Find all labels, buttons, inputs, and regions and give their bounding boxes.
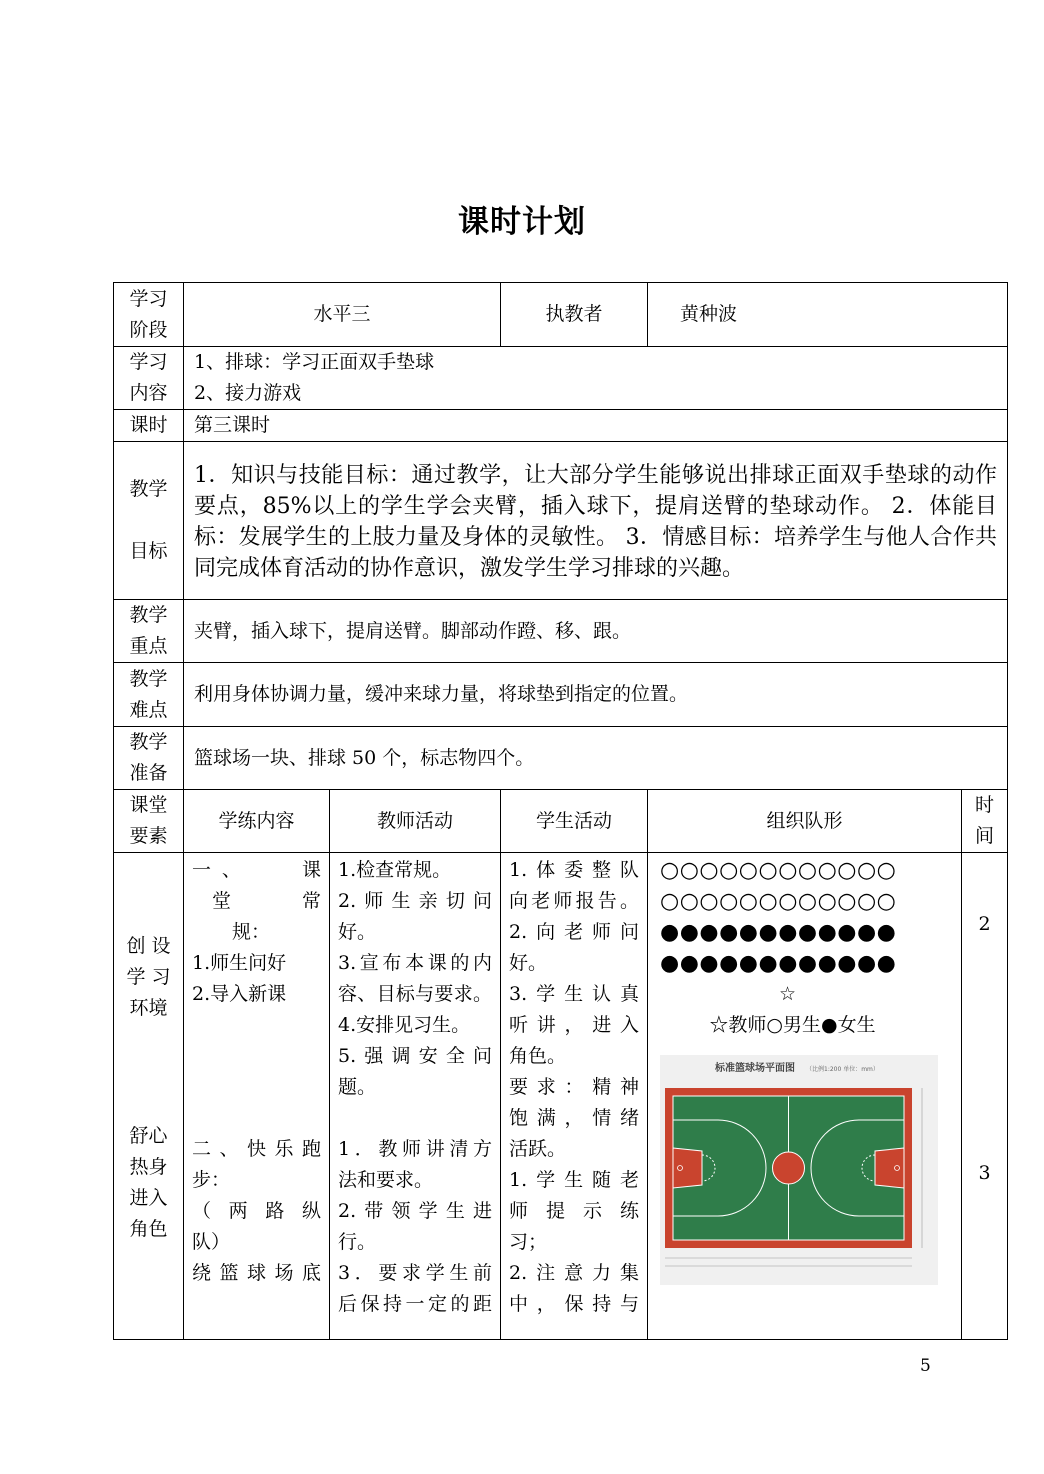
row-column-headers <box>114 790 1008 853</box>
row-preparation <box>114 727 1008 790</box>
row-difficulties <box>114 663 1008 727</box>
row-body <box>114 853 1008 1340</box>
girls-row-1: ●●●●●●●●●●●● <box>660 920 897 945</box>
teacher-label: 执教者 <box>501 283 648 347</box>
boys-row-2: ○○○○○○○○○○○○ <box>660 889 897 914</box>
row-key-points <box>114 600 1008 663</box>
time-cell <box>962 853 1008 1340</box>
section2-label: 舒心 热身 进入 角色 <box>129 1125 168 1240</box>
difficulties-label: 教学 难点 <box>114 663 184 727</box>
girls-row-2: ●●●●●●●●●●●● <box>660 951 897 976</box>
key-points-label: 教学 重点 <box>114 600 184 663</box>
col-formation: 组织队形 <box>648 790 962 853</box>
goals-text: 1．知识与技能目标：通过教学，让大部分学生能够说出排球正面双手垫球的动作要点，85%以上的学生学会夹臂，插入球下，提肩送臂的垫球动作。 2．体能目标：发展学生的上肢力量及身体的灵敏性。 3．情感目标：培养学生与他人合作共同完成体育活动的协作意识，激发学生学习排球的兴趣。 <box>184 442 1008 600</box>
boys-row-1: ○○○○○○○○○○○○ <box>660 858 897 883</box>
page-title: 课时计划 <box>458 204 586 240</box>
teacher-activities: 1.检查常规。 2.师生亲切问 好。 3.宣布本课的内 容、目标与要求。 4.安排见习生。 5.强调安全问 题。 1．教师讲清方 法和要求。 2.带领学生进 行。 3．要求学生前 后保持一定的距 <box>330 853 501 1340</box>
col-practice: 学练内容 <box>184 790 330 853</box>
teacher-value: 黄种波 <box>648 283 1008 347</box>
court-title: 标准篮球场平面图 <box>715 1063 796 1074</box>
col-element: 课堂 要素 <box>114 790 184 853</box>
section-labels <box>114 853 184 1340</box>
col-time: 时 间 <box>962 790 1008 853</box>
formation-cell <box>648 853 962 1340</box>
goals-label: 教学 目标 <box>114 442 184 600</box>
basketball-court-diagram <box>660 1055 938 1285</box>
section2-time: 3 <box>978 1162 991 1184</box>
formation-legend: ☆教师○男生●女生 <box>709 1014 876 1036</box>
court-caption: （比例1:200 单位：mm） <box>806 1066 879 1073</box>
stage-label: 学习 阶段 <box>114 283 184 347</box>
section1-time: 2 <box>978 913 991 935</box>
content-label: 学习 内容 <box>114 347 184 410</box>
row-lesson <box>114 410 1008 442</box>
col-student: 学生活动 <box>501 790 648 853</box>
lesson-plan-table <box>113 282 1008 1340</box>
key-points-value: 夹臂，插入球下，提肩送臂。脚部动作蹬、移、跟。 <box>184 600 1008 663</box>
col-teacher: 教师活动 <box>330 790 501 853</box>
row-content <box>114 347 1008 410</box>
stage-value: 水平三 <box>184 283 501 347</box>
lesson-label: 课时 <box>114 410 184 442</box>
row-goals <box>114 442 1008 600</box>
section1-label: 创 设 学 习 环境 <box>126 935 171 1019</box>
court-svg <box>660 1055 938 1285</box>
center-circle <box>773 1152 805 1184</box>
lesson-value: 第三课时 <box>184 410 1008 442</box>
preparation-label: 教学 准备 <box>114 727 184 790</box>
row-stage <box>114 283 1008 347</box>
page-number: 5 <box>920 1356 931 1376</box>
difficulties-value: 利用身体协调力量，缓冲来球力量，将球垫到指定的位置。 <box>184 663 1008 727</box>
content-value: 1、排球：学习正面双手垫球 2、接力游戏 <box>184 347 1008 410</box>
preparation-value: 篮球场一块、排球 50 个，标志物四个。 <box>184 727 1008 790</box>
teacher-star-icon: ☆ <box>778 983 797 1005</box>
practice-content: 一、 课 堂 常 规： 1.师生问好 2.导入新课 二、快乐跑 步： （两路纵 队） 绕篮球场底 <box>184 853 330 1340</box>
student-activities: 1.体委整队 向老师报告。 2.向老师问 好。 3.学生认真 听讲，进入 角色。 要求：精神 饱满，情绪 活跃。 1.学生随老 师提示练 习； 2.注意力集 中，保持与 <box>501 853 648 1340</box>
